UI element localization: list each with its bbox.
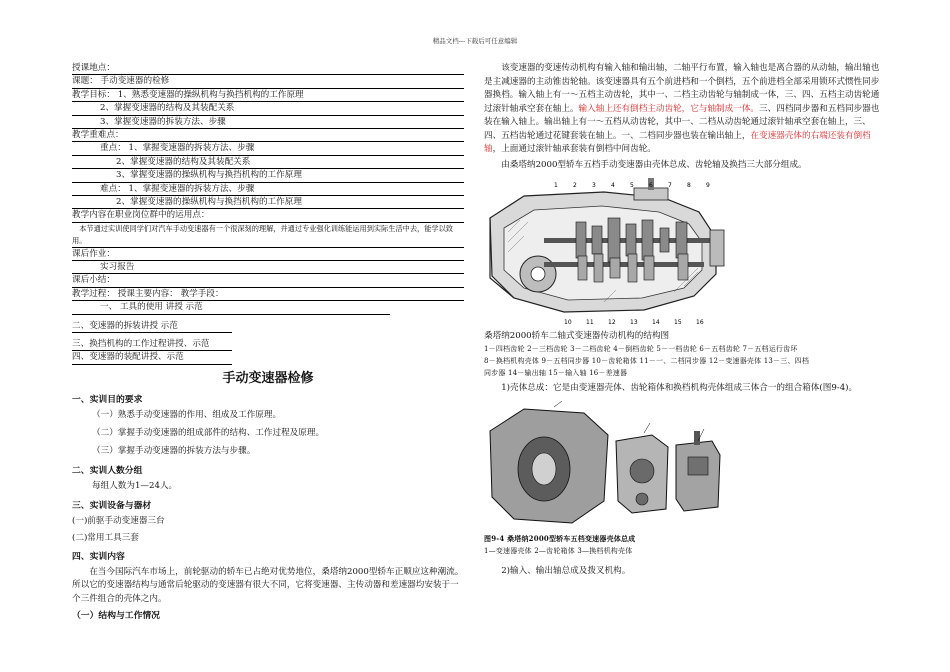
housing-assembly-figure (484, 401, 880, 557)
lesson-line: 重点： 1、掌握变速器的拆装方法、步骤 (72, 142, 464, 155)
part-number-label: 7 (668, 182, 672, 189)
left-column (72, 62, 464, 625)
lesson-line: 教学重难点： (72, 129, 464, 142)
lesson-line: 2、掌握变速器的操纵机构与换挡机构的工作原理 (72, 196, 464, 209)
part-number-label: 3 (592, 182, 596, 189)
list-item: （一）熟悉手动变速器的作用、组成及工作原理。 (92, 409, 282, 420)
part-number-label: 1 (554, 182, 558, 189)
highlight-text: 输入轴上还有倒档主动齿轮，它与轴制成一体。 (578, 103, 760, 114)
gearbox-cross-section-drawing (484, 178, 734, 326)
paragraph: 2)输入、输出轴总成及拨叉机构。 (501, 566, 631, 576)
lesson-line: 四、变速器的装配讲授、示范 (72, 351, 232, 364)
part-number-label: 11 (586, 319, 594, 326)
lesson-line: 2、掌握变速器的结构及其装配关系 (72, 102, 464, 115)
figure-caption: 1—变速器壳体 2—齿轮箱体 3—换档机构壳体 (484, 547, 633, 555)
part-number-label: 4 (611, 182, 615, 189)
paragraph: 1)壳体总成：它是由变速器壳体、齿轮箱体和换档机构壳体组成三体合一的组合箱体(图9-4)。 (501, 382, 858, 393)
lesson-line: 3、掌握变速器的拆装方法、步骤 (72, 116, 464, 129)
lesson-line: 课后小结： (72, 274, 464, 287)
header-note: 精品文档---下载后可任意编辑 (432, 37, 518, 45)
lesson-line: 教学内容在职业岗位群中的运用点： (72, 209, 464, 222)
main-title: 手动变速器检修 (222, 370, 314, 386)
lesson-line: 教学目标： 1、熟悉变速器的操纵机构与换挡机构的工作原理 (72, 89, 464, 102)
lesson-line: 一、 工具的使用 讲授 示范 (72, 301, 390, 314)
housing-assembly-drawing (484, 401, 724, 533)
figure-legend-line: 同步器 14－输出轴 15－输入轴 16－差速器 (484, 368, 628, 377)
part-number-label: 5 (630, 182, 634, 189)
list-item: （二）掌握手动变速器的组成部件的结构、工作过程及原理。 (92, 427, 325, 438)
part-number-label: 13 (630, 319, 638, 326)
part-number-label: 16 (696, 319, 704, 326)
list-item: （三）掌握手动变速器的拆装方法与步骤。 (92, 445, 256, 456)
subsection-heading: （一）结构与工作情况 (72, 611, 160, 622)
list-item: 每组人数为1—24人。 (92, 480, 178, 491)
paragraph (484, 62, 880, 157)
lesson-line: 2、掌握变速器的结构及其装配关系 (72, 156, 464, 169)
lesson-line: 课题： 手动变速器的检修 (72, 75, 464, 88)
lesson-line: 课后作业： (72, 248, 464, 261)
text-run: 该变速器的变速传动机构有输入轴和输出轴，二轴平行布置，输入轴也是离合器的从动轴，输出轴也是主减速器的主动锥齿轮轴。该变速器具有五个前进档和一个倒档，五个前进档全部采用锁环式惯性同步器换档。输入轴上有一～五档主动齿轮，其中一、二档主动齿轮与轴制成一体，三、四、五档主动齿轮通过滚针轴承空套在轴上。 (484, 63, 880, 114)
lesson-line: 三、换挡机构的工作过程讲授、示范 (72, 338, 232, 351)
part-number-label: 2 (573, 182, 577, 189)
lesson-line: 授课地点： (72, 62, 464, 75)
figure-caption: 图9-4 桑塔纳2000型轿车五档变速器壳体总成 (484, 534, 636, 543)
lesson-line: 难点： 1、掌握变速器的拆装方法、步骤 (72, 183, 464, 196)
gearbox-cross-section-figure (484, 178, 880, 379)
figure-caption: 桑塔纳2000轿车二轴式变速器传动机构的结构图 (484, 331, 670, 341)
text-run: 三、四档同步器和五档同步器也装在输入轴上。输出轴上有一～五档从动齿轮，其中一、二档从动齿轮通过滚针轴承空套在轴上，三、四、五档齿轮通过花键套装在轴上。一、二档同步器也装在输出轴上， (484, 103, 880, 141)
part-number-label: 10 (564, 319, 572, 326)
application-text: 本节通过实训使同学们对汽车手动变速器有一个很深刻的理解，并通过专业强化训练能运用到实际生活中去，能学以致用。 (72, 223, 464, 248)
list-item: (一)前驱手动变速器三台 (72, 515, 165, 526)
text-run: ，上面通过滚针轴承套装有倒档中间齿轮。 (492, 144, 656, 154)
paragraph: 由桑塔纳2000型轿车五档手动变速器由壳体总成、齿轮轴及换挡三大部分组成。 (501, 159, 807, 170)
lesson-line: 3、掌握变速器的操纵机构与换挡机构的工作原理 (72, 169, 464, 182)
part-number-label: 15 (674, 319, 682, 326)
section-heading: 三、实训设备与器材 (72, 500, 152, 511)
lesson-line: 实习报告 (72, 261, 464, 274)
section-heading: 四、实训内容 (72, 551, 125, 562)
highlight-text: 在变速器壳体的右端还装有倒档轴 (484, 130, 871, 154)
figure-legend-line: 8－换档机构壳体 9－五档同步器 10－齿轮箱体 11－一、二档同步器 12－变速器壳体 13－三、四档 (484, 356, 810, 365)
lesson-line: 二、变速器的拆装讲授 示范 (72, 320, 232, 333)
lesson-line: 教学过程： 授课主要内容： 教学手段： (72, 288, 464, 301)
part-number-label: 8 (687, 182, 691, 189)
section-heading: 一、实训目的要求 (72, 394, 143, 405)
part-number-label: 9 (706, 182, 710, 189)
part-number-label: 14 (652, 319, 660, 326)
paragraph: 在当今国际汽车市场上，前轮驱动的轿车已占绝对优势地位，桑塔纳2000型轿车正顺应这种潮流。所以它的变速器结构与通常后轮驱动的变速器有很大不同，它将变速器、主传动器和差速器均安装于一个三件组合的壳体之内。 (72, 566, 464, 604)
part-number-label: 6 (649, 182, 653, 189)
section-heading: 二、实训人数分组 (72, 465, 143, 476)
right-column (484, 62, 880, 582)
part-number-label: 12 (608, 319, 616, 326)
list-item: (二)常用工具三套 (72, 532, 139, 543)
figure-legend-line: 1－四档齿轮 2－三档齿轮 3－二档齿轮 4－倒档齿轮 5－一档齿轮 6－五档齿轮 7－五档运行齿环 (484, 344, 798, 353)
